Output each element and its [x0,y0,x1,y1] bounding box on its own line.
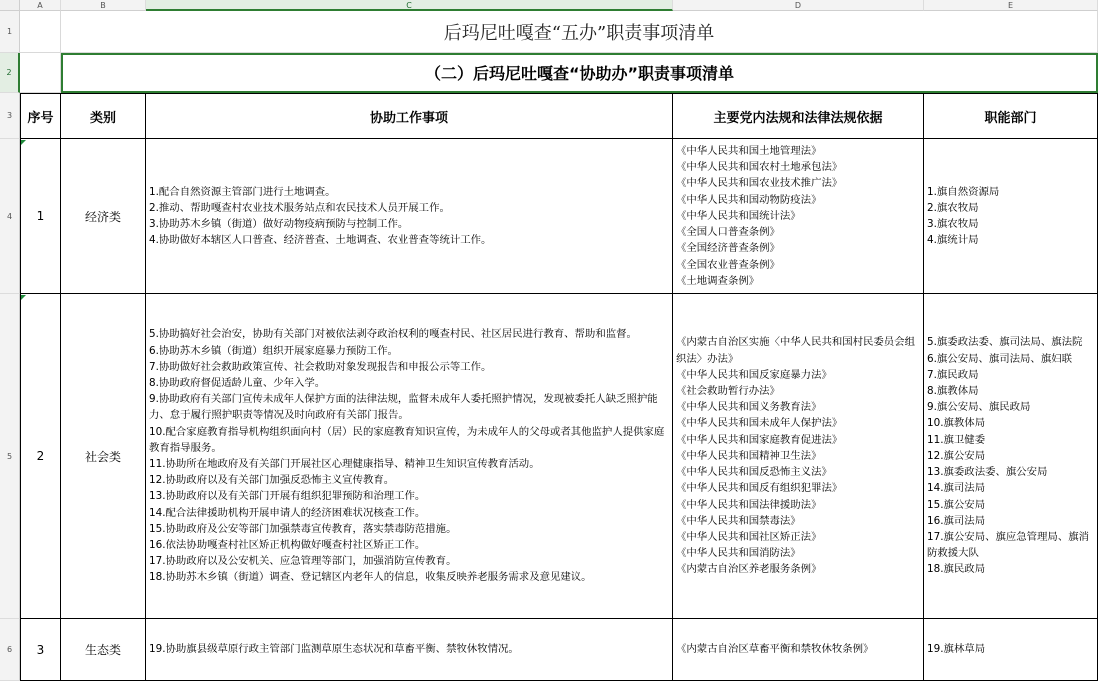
list-item: 14.旗司法局 [927,482,986,495]
list-item: 《土地调查条例》 [676,274,760,287]
row1-category[interactable]: 经济类 [61,139,146,294]
section-subtitle[interactable]: （二）后玛尼吐嘎查“协助办”职责事项清单 [61,53,1098,93]
header-laws[interactable]: 主要党内法规和法律法规依据 [673,93,924,139]
row2-seq[interactable]: 2 [20,294,61,619]
row1-seq[interactable]: 1 [20,139,61,294]
list-item: 2.旗农牧局 [927,201,979,214]
column-header-c[interactable]: C [146,0,673,11]
list-item: 《中华人民共和国禁毒法》 [676,514,801,527]
list-item: 11.协助所在地政府及有关部门开展社区心理健康指导、精神卫生知识宣传教育活动。 [149,458,540,470]
row1-depts[interactable] [924,139,1098,294]
list-item: 19.旗林草局 [927,643,986,656]
list-item: 13.旗委政法委、旗公安局 [927,466,1048,479]
row-header-1[interactable]: 1 [0,11,20,53]
row3-depts[interactable] [924,619,1098,681]
list-item: 17.协助政府以及公安机关、应急管理等部门，加强消防宣传教育。 [149,555,457,568]
list-item: 9.协助政府有关部门宣传未成年人保护方面的法律法规，监督未成年人委托照护情况，发现被委托人缺乏照护能力、怠于履行照护职责等情况及时向政府有关部门报告。 [149,393,658,422]
list-item: 8.旗教体局 [927,385,979,398]
cell-a1[interactable] [20,11,61,53]
list-item: 2.推动、帮助嘎查村农业技术服务站点和农民技术人员开展工作。 [149,201,450,214]
list-item: 12.旗公安局 [927,449,986,462]
column-header-b[interactable]: B [61,0,146,11]
number-as-text-indicator [21,140,26,145]
list-item: 11.旗卫健委 [927,433,986,446]
header-items[interactable]: 协助工作事项 [146,93,673,139]
list-item: 《中华人民共和国反家庭暴力法》 [676,368,832,381]
row2-depts[interactable] [924,294,1098,619]
list-item: 4.旗统计局 [927,234,979,247]
list-item: 17.旗公安局、旗应急管理局、旗消防救援大队 [927,530,1089,560]
list-item: 14.配合法律援助机构开展申请人的经济困难状况核查工作。 [149,506,426,519]
header-seq[interactable]: 序号 [20,93,61,139]
row2-items[interactable] [146,294,673,619]
row-header-6[interactable]: 6 [0,619,20,681]
number-as-text-indicator [21,295,26,300]
list-item: 16.旗司法局 [927,514,986,527]
row3-laws[interactable] [673,619,924,681]
row-header-3[interactable]: 3 [0,93,20,139]
column-header-e[interactable]: E [924,0,1098,11]
list-item: 《内蒙古自治区实施〈中华人民共和国村民委员会组织法〉办法》 [676,336,915,365]
column-header-a[interactable]: A [20,0,61,11]
list-item: 5.协助搞好社会治安，协助有关部门对被依法剥夺政治权利的嘎查村民、社区居民进行教育、帮助和监督。 [149,328,637,341]
list-item: 10.配合家庭教育指导机构组织面向村（居）民的家庭教育知识宣传，为未成年人的父母或者其他监护人提供家庭教育指导服务。 [149,425,665,454]
list-item: 《社会救助暂行办法》 [676,385,780,398]
row1-laws[interactable] [673,139,924,294]
list-item: 15.协助政府及公安等部门加强禁毒宣传教育，落实禁毒防范措施。 [149,522,457,535]
column-header-d[interactable]: D [673,0,924,11]
list-item: 3.协助苏木乡镇（街道）做好动物疫病预防与控制工作。 [149,218,409,230]
list-item: 7.旗民政局 [927,368,979,381]
list-item: 《中华人民共和国未成年人保护法》 [676,417,843,430]
row2-laws[interactable] [673,294,924,619]
list-item: 《中华人民共和国反有组织犯罪法》 [676,482,843,495]
list-item: 6.协助苏木乡镇（街道）组织开展家庭暴力预防工作。 [149,344,398,357]
list-item: 9.旗公安局、旗民政局 [927,401,1031,414]
list-item: 4.协助做好本辖区人口普查、经济普查、土地调查、农业普查等统计工作。 [149,234,492,247]
list-item: 《中华人民共和国法律援助法》 [676,498,822,511]
list-item: 1.旗自然资源局 [927,185,1000,198]
select-all-corner[interactable] [0,0,20,11]
header-category[interactable]: 类别 [61,93,146,139]
list-item: 1.配合自然资源主管部门进行土地调查。 [149,185,336,198]
list-item: 《中华人民共和国精神卫生法》 [676,449,822,462]
list-item: 《中华人民共和国反恐怖主义法》 [676,466,832,479]
row3-category[interactable]: 生态类 [61,619,146,681]
list-item: 10.旗教体局 [927,417,986,430]
cell-a2[interactable] [20,53,61,93]
list-item: 《中华人民共和国义务教育法》 [676,401,822,414]
list-item: 7.协助做好社会救助政策宣传、社会救助对象发现报告和申报公示等工作。 [149,360,492,373]
list-item: 《全国农业普查条例》 [676,258,780,271]
list-item: 15.旗公安局 [927,498,986,511]
list-item: 《中华人民共和国消防法》 [676,547,801,560]
row3-seq[interactable]: 3 [20,619,61,681]
list-item: 18.旗民政局 [927,563,986,576]
list-item: 《中华人民共和国动物防疫法》 [676,193,822,206]
list-item: 《中华人民共和国农业技术推广法》 [676,177,843,190]
list-item: 19.协助旗县级草原行政主管部门监测草原生态状况和草畜平衡、禁牧休牧情况。 [149,643,519,656]
row3-items[interactable] [146,619,673,681]
list-item: 《全国人口普查条例》 [676,226,780,239]
list-item: 《内蒙古自治区草畜平衡和禁牧休牧条例》 [676,643,874,656]
row-header-5[interactable]: 5 [0,294,20,619]
list-item: 《中华人民共和国家庭教育促进法》 [676,433,843,446]
row-header-4[interactable]: 4 [0,139,20,294]
page-title[interactable]: 后玛尼吐嘎查“五办”职责事项清单 [61,11,1098,53]
list-item: 《中华人民共和国社区矫正法》 [676,530,822,543]
list-item: 12.协助政府以及有关部门加强反恐怖主义宣传教育。 [149,474,395,487]
row2-category[interactable]: 社会类 [61,294,146,619]
list-item: 《全国经济普查条例》 [676,242,780,255]
list-item: 6.旗公安局、旗司法局、旗妇联 [927,352,1072,365]
list-item: 《中华人民共和国农村土地承包法》 [676,161,843,174]
list-item: 5.旗委政法委、旗司法局、旗法院 [927,336,1083,349]
list-item: 18.协助苏木乡镇（街道）调查、登记辖区内老年人的信息，收集反映养老服务需求及意见建议。 [149,571,592,584]
header-depts[interactable]: 职能部门 [924,93,1098,139]
list-item: 《中华人民共和国统计法》 [676,209,801,222]
row-header-2[interactable]: 2 [0,53,20,93]
list-item: 8.协助政府督促适龄儿童、少年入学。 [149,376,326,389]
row1-items[interactable] [146,139,673,294]
list-item: 13.协助政府以及有关部门开展有组织犯罪预防和治理工作。 [149,490,426,503]
list-item: 3.旗农牧局 [927,218,979,230]
list-item: 《中华人民共和国土地管理法》 [676,145,822,158]
list-item: 《内蒙古自治区养老服务条例》 [676,563,822,576]
list-item: 16.依法协助嘎查村社区矫正机构做好嘎查村社区矫正工作。 [149,539,426,552]
